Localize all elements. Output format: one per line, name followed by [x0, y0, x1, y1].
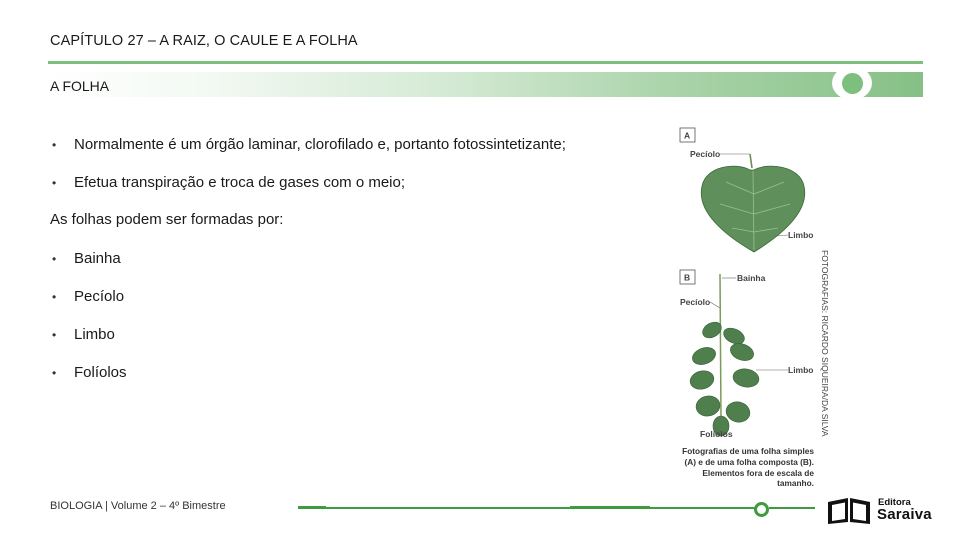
- panel-b-letter: B: [684, 272, 691, 283]
- leaflets: [688, 319, 760, 436]
- header-divider: [48, 61, 923, 64]
- label-bainha: Bainha: [737, 273, 766, 283]
- figure-caption: [680, 446, 814, 489]
- bullet-item: [52, 174, 405, 191]
- band-circle-ornament: [832, 66, 872, 100]
- section-band: [48, 72, 923, 97]
- bullet-icon: •: [52, 328, 57, 342]
- bullet-text: Limbo: [74, 326, 115, 343]
- bullet-item: [52, 250, 121, 267]
- bullet-item: [52, 136, 566, 153]
- photo-credit: FOTOGRAFIAS: RICARDO SIQUEIRA/DA SILVA: [820, 250, 830, 437]
- bullet-text: Bainha: [74, 250, 121, 267]
- bullet-item: [52, 288, 124, 305]
- petiole-a: [750, 154, 752, 168]
- book-logo-icon: [826, 494, 874, 526]
- bullet-item: [52, 326, 115, 343]
- bullet-icon: •: [52, 366, 57, 380]
- label-limbo-a: Limbo: [788, 230, 814, 240]
- caption-line: Fotografias de uma folha simples: [682, 446, 814, 456]
- footer-rule: [298, 507, 758, 509]
- bullet-text: Normalmente é um órgão laminar, clorofilado e, portanto fotossintetizante;: [74, 136, 566, 153]
- band-dot: [842, 73, 863, 94]
- caption-line: Elementos fora de escala de: [702, 467, 814, 478]
- footer-rule-accent: [298, 506, 326, 509]
- label-limbo-b: Limbo: [788, 365, 814, 375]
- chapter-title: CAPÍTULO 27 – A RAIZ, O CAULE E A FOLHA: [50, 33, 358, 49]
- bullet-item: [52, 364, 127, 381]
- bullet-icon: •: [52, 252, 57, 266]
- footer-circle-ornament: [754, 502, 769, 517]
- publisher-name: Saraiva: [877, 506, 932, 523]
- bullet-icon: •: [52, 138, 57, 152]
- publisher-small: Editora: [878, 497, 911, 508]
- footer-rule-accent: [570, 506, 650, 509]
- section-label: A FOLHA: [50, 78, 110, 94]
- parts-subheading: As folhas podem ser formadas por:: [50, 211, 284, 228]
- bullet-icon: •: [52, 176, 57, 190]
- label-foliolos: Folíolos: [700, 429, 733, 439]
- caption-line: tamanho.: [777, 478, 814, 489]
- bullet-text: Efetua transpiração e troca de gases com o meio;: [74, 174, 406, 191]
- label-peciolo-a: Pecíolo: [690, 149, 721, 159]
- footer-rule-end: [769, 507, 815, 509]
- footer-text: BIOLOGIA | Volume 2 – 4º Bimestre: [50, 500, 226, 512]
- panel-a-letter: A: [684, 130, 691, 141]
- publisher-logo: [826, 494, 941, 526]
- rachis: [720, 274, 721, 420]
- bullet-text: Folíolos: [74, 364, 127, 381]
- bullet-icon: •: [52, 290, 57, 304]
- caption-line: (A) e de uma folha composta (B).: [684, 456, 814, 467]
- bullet-text: Pecíolo: [74, 288, 125, 305]
- leaf-figure: [676, 124, 830, 494]
- label-peciolo-b: Pecíolo: [680, 297, 711, 307]
